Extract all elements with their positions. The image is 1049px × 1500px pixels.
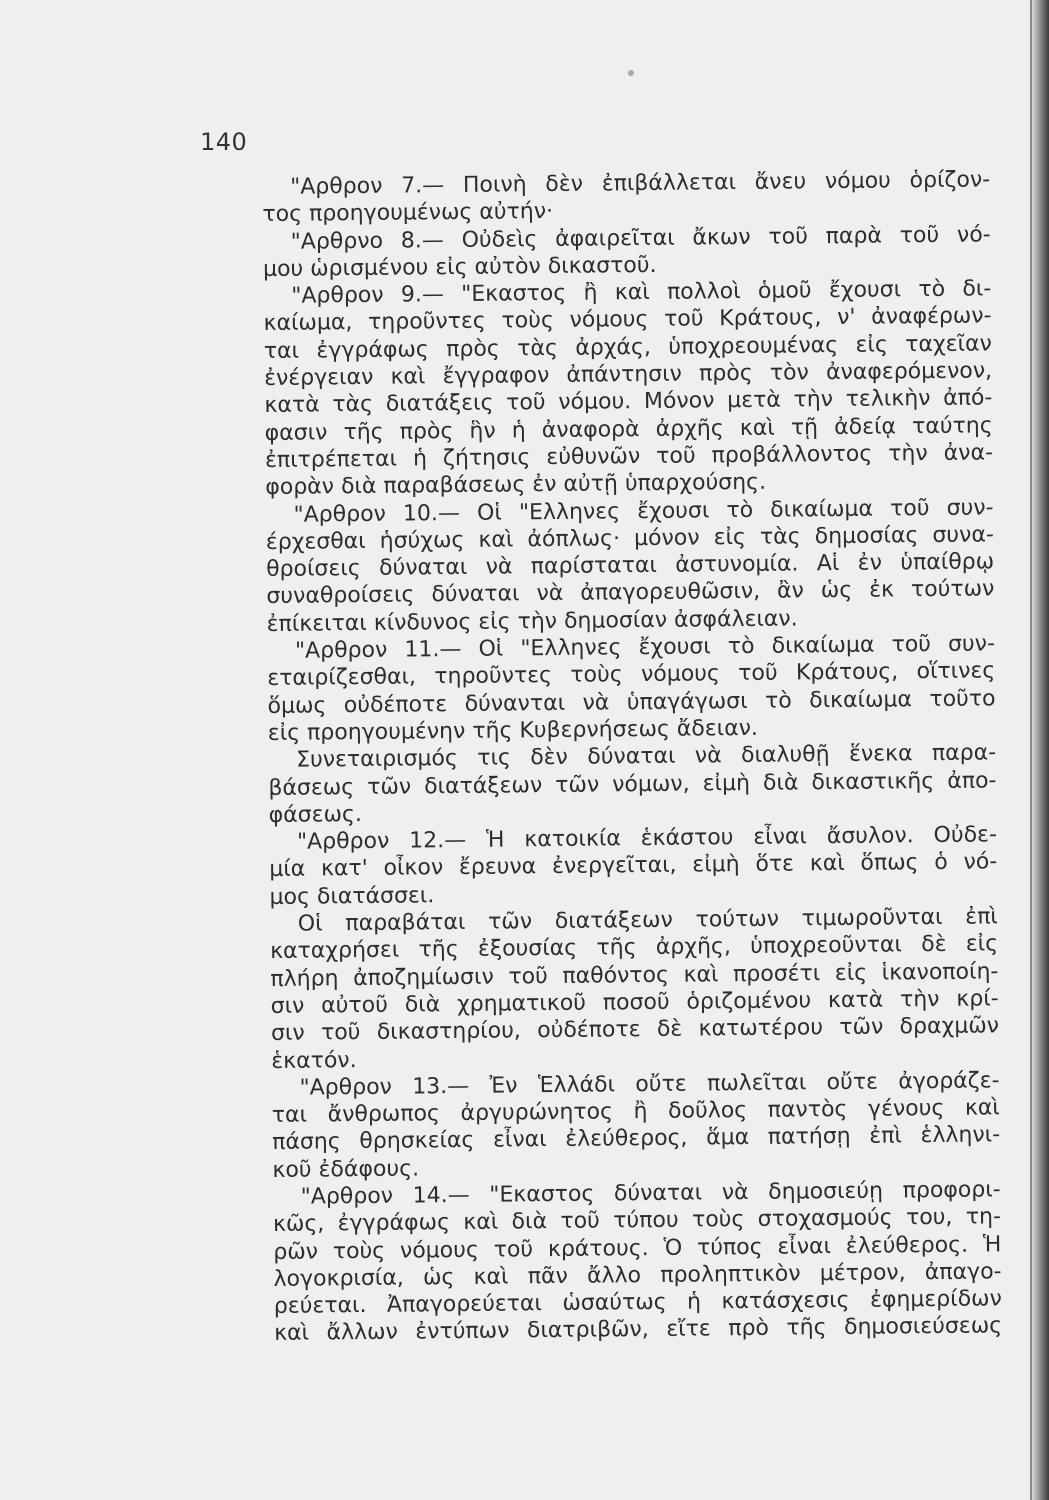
text-line: μία κατ' οἶκον ἔρευνα ἐνεργεῖται, εἰμὴ ὅτε καὶ ὅπως ὁ νό- xyxy=(269,849,998,883)
text-line: "Αρθρον 14.— "Εκαστος δύναται νὰ δημοσιεύῃ προφορι- xyxy=(300,1177,1001,1210)
body-text xyxy=(262,166,1002,1347)
text-line: φορὰν διὰ παραβάσεως ἐν αὐτῇ ὑπαρχούσης. xyxy=(265,470,767,501)
text-line: ρῶν τοὺς νόμους τοῦ κράτους. Ὁ τύπος εἶναι ἐλεύθερος. Ἡ xyxy=(273,1231,1002,1265)
text-line: έρχεσθαι ἡσύχως καὶ ἀόπλως· μόνον εἰς τὰς δημοσίας συνα- xyxy=(265,522,994,555)
text-line: ται ἄνθρωπος ἀργυρώνητος ἢ δοῦλος παντὸς γένους καὶ xyxy=(271,1095,1000,1129)
text-line: συναθροίσεις δύναται νὰ ἀπαγορευθῶσιν, ἂν ὡς ἐκ τούτων xyxy=(266,576,995,610)
text-line: "Αρθρνο 8.— Οὐδεὶς ἀφαιρεῖται ἄκων τοῦ παρὰ τοῦ νό- xyxy=(290,221,991,255)
text-line: σιν τοῦ δικαστηρίου, οὐδέποτε δὲ κατωτέρου τῶν δραχμῶν xyxy=(270,1013,1000,1047)
text-line: κατὰ τὰς διατάξεις τοῦ νόμου. Μόνον μετὰ τὴν τελικὴν ἀπό- xyxy=(264,385,993,419)
text-line: πάσης θρησκείας εἶναι ἐλεύθερος, ἅμα πατήσῃ ἐπὶ ἑλληνι- xyxy=(272,1122,1001,1156)
text-line: λογοκρισία, ὡς καὶ πᾶν ἄλλο προληπτικὸν μέτρον, ἀπαγο- xyxy=(273,1259,1002,1292)
text-line: πλήρη ἀποζημίωσιν τοῦ παθόντος καὶ προσέτι εἰς ἱκανοποίη- xyxy=(270,958,999,992)
text-line: "Αρθρον 12.— Ἡ κατοικία ἑκάστου εἶναι ἄσυλον. Οὐδε- xyxy=(296,822,998,855)
text-line: καίωμα, τηροῦντες τοὺς νόμους τοῦ Κράτους, ν' ἀναφέρων- xyxy=(263,303,992,337)
text-line: κῶς, ἐγγράφως καὶ διὰ τοῦ τύπου τοὺς στοχασμούς του, τη- xyxy=(272,1204,1002,1238)
text-line: ὅμως οὐδέποτε δύνανται νὰ ὑπαγάγωσι τὸ δικαίωμα τοῦτο xyxy=(267,685,996,719)
text-line: φασιν τῆς πρὸς ἣν ἡ ἀναφορὰ ἀρχῆς καὶ τῇ ἀδείᾳ ταύτης xyxy=(264,413,993,446)
text-line: καὶ ἄλλων ἐντύπων διατριβῶν, εἴτε πρὸ τῆς δημοσιεύσεως xyxy=(274,1313,1003,1347)
page-edge-shadow xyxy=(1032,0,1049,1500)
text-line: θροίσεις δύναται νὰ παρίσταται ἀστυνομία. Αἱ ἐν ὑπαίθρῳ xyxy=(266,549,995,583)
text-line: ἐπιτρέπεται ἡ ζήτησις εὐθυνῶν τοῦ προβάλλοντος τὴν ἀνα- xyxy=(264,440,994,473)
text-line: "Αρθρον 13.— Ἐν Ἑλλάδι οὔτε πωλεῖται οὔτε ἀγοράζε- xyxy=(299,1068,1000,1101)
text-line: ἐνέργειαν καὶ ἔγγραφον ἀπάντησιν πρὸς τὸν ἀναφερόμενον, xyxy=(264,358,993,392)
text-line: εἰς προηγουμένην τῆς Κυβερνήσεως ἄδειαν. xyxy=(267,715,759,746)
text-line: φάσεως. xyxy=(268,801,363,828)
text-line: μου ὡρισμένου εἰς αὐτὸν δικαστοῦ. xyxy=(262,252,657,282)
text-line: ρεύεται. Ἀπαγορεύεται ὡσαύτως ἡ κατάσχεσις ἐφημερίδων xyxy=(273,1286,1002,1320)
text-line: ται ἐγγράφως πρὸς τὰς ἀρχάς, ὑποχρεουμένας εἰς ταχεῖαν xyxy=(263,331,992,364)
text-line: "Αρθρον 9.— "Εκαστος ἢ καὶ πολλοὶ ὁμοῦ ἔχουσι τὸ δι- xyxy=(291,276,992,309)
text-line: Συνεταιρισμός τις δὲν δύναται νὰ διαλυθῇ ἕνεκα παρα- xyxy=(296,740,997,773)
text-line: σιν αὐτοῦ διὰ χρηματικοῦ ποσοῦ ὁριζομένου κατὰ τὴν κρί- xyxy=(270,986,999,1019)
text-line: ἑκατόν. xyxy=(271,1047,357,1074)
text-line: κοῦ ἐδάφους. xyxy=(272,1156,420,1183)
text-line: τος προηγουμένως αὐτήν· xyxy=(262,199,554,228)
text-line: εταιρίζεσθαι, τηροῦντες τοὺς νόμους τοῦ Κράτους, οἵτινες xyxy=(267,658,996,692)
text-line: καταχρήσει τῆς ἐξουσίας τῆς ἀρχῆς, ὑποχρεοῦνται δὲ εἰς xyxy=(270,931,999,965)
page-number: 140 xyxy=(200,128,248,156)
text-line: ἐπίκειται κίνδυνος εἰς τὴν δημοσίαν ἀσφάλειαν. xyxy=(266,606,798,637)
text-line: "Αρθρον 11.— Οἱ "Ελληνες ἔχουσι τὸ δικαίωμα τοῦ συν- xyxy=(294,631,996,664)
text-line: μος διατάσσει. xyxy=(269,882,435,910)
text-line: βάσεως τῶν διατάξεων τῶν νόμων, εἰμὴ διὰ δικαστικῆς ἀπο- xyxy=(268,767,997,801)
text-line: "Αρθρον 10.— Οἱ "Ελληνες ἔχουσι τὸ δικαίωμα τοῦ συν- xyxy=(293,494,994,528)
ink-speck xyxy=(628,70,634,76)
text-line: "Αρθρον 7.— Ποινὴ δὲν ἐπιβάλλεται ἄνευ νόμου ὁρίζον- xyxy=(290,167,991,200)
text-line: Οἱ παραβάται τῶν διατάξεων τούτων τιμωροῦνται ἐπὶ xyxy=(297,904,998,937)
